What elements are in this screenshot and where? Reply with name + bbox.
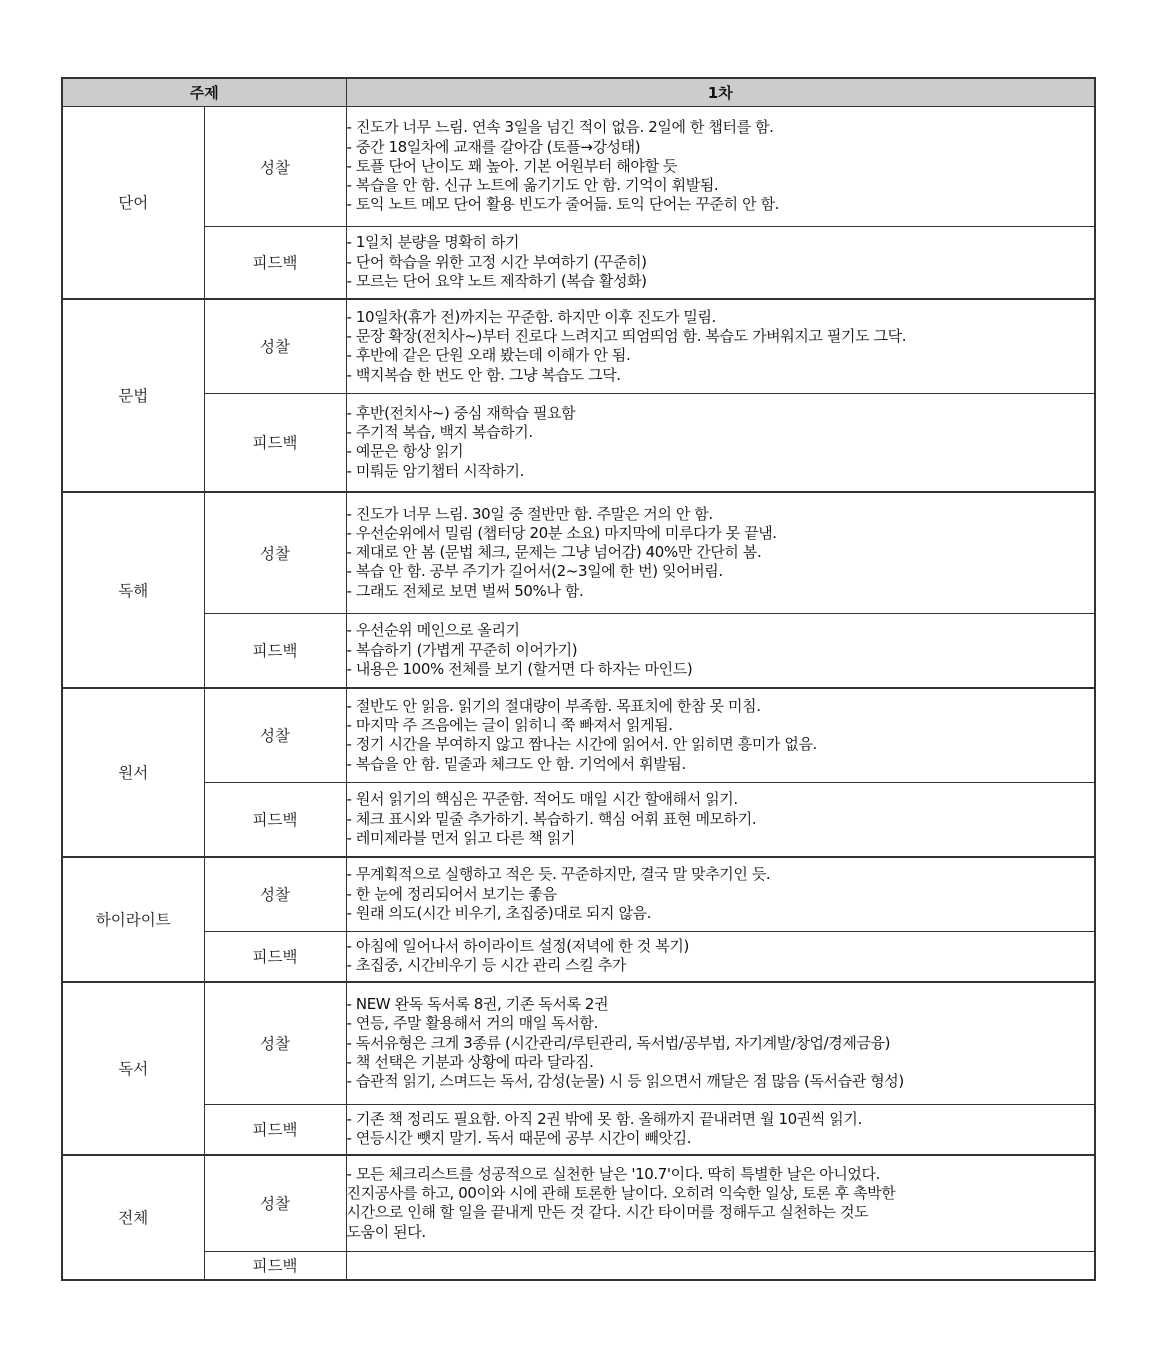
content-line: - 기존 책 정리도 필요함. 아직 2권 밖에 못 함. 올해까지 끝내려면 월 10권씩 읽기. (346, 1109, 862, 1128)
reflection-label: 성찰 (204, 688, 346, 783)
reflection-label: 성찰 (204, 857, 346, 932)
grammar-reflection-row (62, 299, 1095, 394)
content-line: - 내용은 100% 전체를 보기 (할거면 다 하자는 마인드) (346, 659, 693, 678)
original-book-feedback-row (62, 783, 1095, 857)
vocab-reflection-row (62, 107, 1095, 227)
reading-reflection-row (62, 492, 1095, 614)
reflection-label: 성찰 (204, 1155, 346, 1252)
content-line: - 연등시간 뺏지 말기. 독서 때문에 공부 시간이 빼앗김. (346, 1129, 692, 1148)
feedback-label: 피드백 (204, 932, 346, 982)
content-line: - 복습 안 함. 공부 주기가 길어서(2~3일에 한 번) 잊어버림. (346, 562, 723, 581)
topic-vocab: 단어 (62, 107, 204, 299)
feedback-content (346, 614, 1095, 688)
reflection-label: 성찰 (204, 107, 346, 227)
books-feedback-row (62, 1105, 1095, 1155)
content-line: - 백지복습 한 번도 안 함. 그냥 복습도 그닥. (346, 365, 621, 384)
feedback-label: 피드백 (204, 227, 346, 299)
review-table (61, 77, 1096, 1281)
content-line: - 레미제라블 먼저 읽고 다른 책 읽기 (346, 828, 575, 847)
reflection-content (346, 107, 1095, 227)
reflection-content (346, 492, 1095, 614)
feedback-content (346, 1252, 1095, 1280)
header-row (62, 78, 1095, 107)
feedback-label: 피드백 (204, 614, 346, 688)
content-line: - 모르는 단어 요약 노트 제작하기 (복습 활성화) (346, 271, 647, 290)
content-line: 진지공사를 하고, 00이와 시에 관해 토론한 날이다. 오히려 익숙한 일상, 토론 후 촉박한 (346, 1183, 896, 1202)
header-topic: 주제 (62, 78, 346, 107)
content-line: - 정기 시간을 부여하지 않고 짬나는 시간에 읽어서. 안 읽히면 흥미가 없음. (346, 735, 817, 754)
content-line: - 무계획적으로 실행하고 적은 듯. 꾸준하지만, 결국 말 맞추기인 듯. (346, 865, 771, 884)
topic-books: 독서 (62, 982, 204, 1155)
content-line: - 절반도 안 읽음. 읽기의 절대량이 부족함. 목표치에 한참 못 미침. (346, 696, 761, 715)
content-line: - 연등, 주말 활용해서 거의 매일 독서함. (346, 1014, 598, 1033)
overall-reflection-row (62, 1155, 1095, 1252)
highlight-feedback-row (62, 932, 1095, 982)
content-line: 도움이 된다. (346, 1222, 426, 1241)
feedback-label: 피드백 (204, 783, 346, 857)
content-line: - 후반(전치사~) 중심 재학습 필요함 (346, 403, 576, 422)
content-line: - 복습을 안 함. 신규 노트에 옮기기도 안 함. 기억이 휘발됨. (346, 176, 719, 195)
grammar-feedback-row (62, 394, 1095, 492)
topic-highlight: 하이라이트 (62, 857, 204, 982)
feedback-content (346, 932, 1095, 982)
content-line: - 토플 단어 난이도 꽤 높아. 기본 어원부터 해야할 듯 (346, 156, 678, 175)
vocab-feedback-row (62, 227, 1095, 299)
content-line: - 그래도 전체로 보면 벌써 50%나 함. (346, 581, 584, 600)
content-line: - 모든 체크리스트를 성공적으로 실천한 날은 '10.7'이다. 딱히 특별한 날은 아니었다. (346, 1164, 880, 1183)
reading-feedback-row (62, 614, 1095, 688)
content-line: - 한 눈에 정리되어서 보기는 좋음 (346, 884, 557, 903)
content-line: - 체크 표시와 밑줄 추가하기. 복습하기. 핵심 어휘 표현 메모하기. (346, 809, 757, 828)
content-line: - 단어 학습을 위한 고정 시간 부여하기 (꾸준히) (346, 252, 647, 271)
content-line: - 원서 읽기의 핵심은 꾸준함. 적어도 매일 시간 할애해서 읽기. (346, 790, 738, 809)
content-line: - 문장 확장(전치사~)부터 진로다 느려지고 띄엄띄엄 함. 복습도 가벼워지고 필기도 그닥. (346, 326, 907, 345)
content-line: - 10일차(휴가 전)까지는 꾸준함. 하지만 이후 진도가 밀림. (346, 307, 716, 326)
reflection-content (346, 1155, 1095, 1252)
topic-reading: 독해 (62, 492, 204, 688)
reflection-content (346, 299, 1095, 394)
books-reflection-row (62, 982, 1095, 1105)
feedback-label: 피드백 (204, 394, 346, 492)
feedback-content (346, 1105, 1095, 1155)
topic-overall: 전체 (62, 1155, 204, 1280)
reflection-content (346, 857, 1095, 932)
feedback-content (346, 227, 1095, 299)
reflection-content (346, 982, 1095, 1105)
content-line: - 마지막 주 즈음에는 글이 읽히니 쭉 빠져서 읽게됨. (346, 715, 673, 734)
content-line: - 진도가 너무 느림. 30일 중 절반만 함. 주말은 거의 안 함. (346, 504, 713, 523)
content-line: - 책 선택은 기분과 상황에 따라 달라짐. (346, 1052, 594, 1071)
content-line: - 진도가 너무 느림. 연속 3일을 넘긴 적이 없음. 2일에 한 챕터를 함. (346, 118, 774, 137)
feedback-content (346, 783, 1095, 857)
content-line: - 예문은 항상 읽기 (346, 442, 464, 461)
content-line: - 초집중, 시간비우기 등 시간 관리 스킬 추가 (346, 956, 627, 975)
content-line: - 복습하기 (가볍게 꾸준히 이어가기) (346, 640, 578, 659)
content-line: 시간으로 인해 할 일을 끝내게 만든 것 같다. 시간 타이머를 정해두고 실천하는 것도 (346, 1203, 869, 1222)
content-line: - 독서유형은 크게 3종류 (시간관리/루틴관리, 독서법/공부법, 자기계발/창업/경제금융) (346, 1033, 891, 1052)
content-line: - 미뤄둔 암기챕터 시작하기. (346, 461, 524, 480)
topic-grammar: 문법 (62, 299, 204, 492)
feedback-label: 피드백 (204, 1252, 346, 1280)
content-line: - 1일치 분량을 명확히 하기 (346, 233, 520, 252)
content-line: - 후반에 같은 단원 오래 봤는데 이해가 안 됨. (346, 346, 631, 365)
reflection-content (346, 688, 1095, 783)
content-line: - 우선순위에서 밀림 (챕터당 20분 소요) 마지막에 미루다가 못 끝냄. (346, 523, 777, 542)
header-round: 1차 (346, 78, 1095, 107)
content-line: - 복습을 안 함. 밑줄과 체크도 안 함. 기억에서 휘발됨. (346, 754, 686, 773)
feedback-label: 피드백 (204, 1105, 346, 1155)
content-line: - 아침에 일어나서 하이라이트 설정(저녁에 한 것 복기) (346, 936, 689, 955)
content-line: - 습관적 읽기, 스며드는 독서, 감성(눈물) 시 등 읽으면서 깨달은 점 많음 (독서습관 형성) (346, 1072, 904, 1091)
reflection-label: 성찰 (204, 492, 346, 614)
highlight-reflection-row (62, 857, 1095, 932)
content-line: - 주기적 복습, 백지 복습하기. (346, 422, 533, 441)
feedback-content (346, 394, 1095, 492)
topic-original-book: 원서 (62, 688, 204, 857)
content-line: - 중간 18일차에 교재를 갈아감 (토플→강성태) (346, 137, 641, 156)
reflection-label: 성찰 (204, 982, 346, 1105)
reflection-label: 성찰 (204, 299, 346, 394)
overall-feedback-row (62, 1252, 1095, 1280)
content-line: - 토익 노트 메모 단어 활용 빈도가 줄어듦. 토익 단어는 꾸준히 안 함. (346, 195, 780, 214)
content-line: - NEW 완독 독서록 8권, 기존 독서록 2권 (346, 995, 609, 1013)
content-line: - 원래 의도(시간 비우기, 초집중)대로 되지 않음. (346, 903, 651, 922)
content-line: - 우선순위 메인으로 올리기 (346, 621, 520, 640)
content-line: - 제대로 안 봄 (문법 체크, 문제는 그냥 넘어감) 40%만 간단히 봄. (346, 543, 762, 562)
original-book-reflection-row (62, 688, 1095, 783)
